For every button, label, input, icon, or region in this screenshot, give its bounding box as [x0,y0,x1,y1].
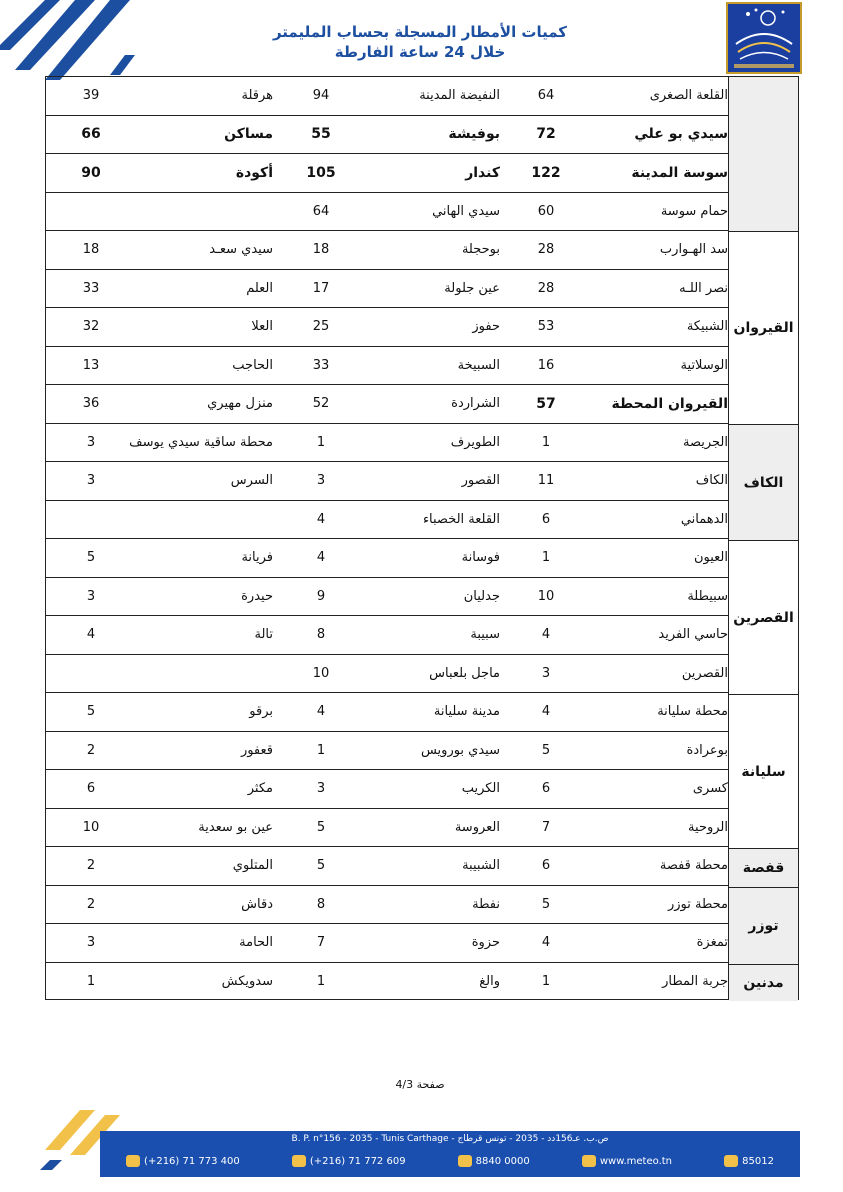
station-name: بوفيشة [448,126,500,143]
rainfall-value [56,655,126,693]
rainfall-value: 3 [316,781,326,797]
station-name: سيدي الهاني [432,203,500,219]
rainfall-value [56,501,126,539]
governorate-band [729,965,798,1001]
station-name: العلا [251,319,273,335]
rainfall-value: 18 [82,242,100,258]
rainfall-value: 55 [311,126,331,143]
page-number: صفحة 4/3 [395,1078,445,1091]
station-name: الحاجب [232,357,273,373]
rainfall-value: 25 [312,319,330,335]
rainfall-value: 32 [82,319,100,335]
hotline-icon [458,1155,472,1167]
station-name: جدليان [463,588,500,604]
rainfall-value [56,193,126,231]
rainfall-value: 4 [541,627,551,643]
station-name: القصور [461,473,500,489]
rainfall-value: 8 [316,896,326,912]
rainfall-value: 4 [541,704,551,720]
rainfall-value: 5 [541,742,551,758]
rainfall-value: 105 [306,164,336,181]
rainfall-value: 4 [86,627,96,643]
station-name: القصرين [681,665,728,681]
station-name: سبيبة [470,627,500,643]
table-row [46,655,728,694]
governorate-column [728,77,798,999]
footer-hotline: 8840 0000 [458,1155,530,1167]
rainfall-value: 1 [541,550,551,566]
station-name: منزل مهيري [207,396,273,412]
station-name: قعفور [240,742,273,758]
rainfall-value: 64 [312,203,330,219]
station-name: هرقلة [241,88,273,104]
station-name: تمغزة [696,935,728,951]
station-name: محطة توزر [667,896,728,912]
governorate-band [729,425,798,541]
table-row [46,424,728,463]
table-row [46,77,728,116]
rainfall-value: 3 [316,473,326,489]
rainfall-value: 53 [537,319,555,335]
rainfall-value: 1 [86,974,96,990]
station-name: فريانة [241,550,273,566]
rainfall-value: 72 [536,126,556,143]
station-name: الشبيبة [462,858,500,874]
station-name: حفوز [472,319,500,335]
phone-icon [126,1155,140,1167]
station-name: السبيخة [457,357,500,373]
footer-bar [100,1131,800,1177]
rainfall-value: 28 [537,280,555,296]
station-name: برقو [249,704,273,720]
station-name: سوسة المدينة [631,164,728,181]
title-line-1: كميات الأمطار المسجلة بحساب المليمتر [272,23,568,41]
station-name: سد الهـوارب [659,242,728,258]
station-name: الكريب [461,781,500,797]
station-name: ماجل بلعباس [429,665,500,681]
governorate-label: القيروان [733,320,794,336]
rainfall-value: 52 [312,396,330,412]
rainfall-value: 28 [537,242,555,258]
station-name: الدهماني [680,511,728,527]
rainfall-value: 2 [86,742,96,758]
governorate-label: سليانة [741,763,786,780]
rainfall-value: 94 [312,88,330,104]
rainfall-value: 33 [312,357,330,373]
table-row [46,847,728,886]
rainfall-value: 6 [86,781,96,797]
governorate-band [729,888,798,965]
station-name: عين جلولة [444,280,500,296]
footer-sms: 85012 [724,1155,774,1167]
station-name: حزوة [471,935,500,951]
rainfall-value: 3 [86,935,96,951]
station-name: والغ [479,974,500,990]
station-name: حاسي الفريد [658,627,728,643]
rainfall-value: 16 [537,357,555,373]
station-name: المتلوي [232,858,273,874]
station-name [133,501,273,539]
rainfall-value: 6 [541,781,551,797]
rainfall-value: 17 [312,280,330,296]
rainfall-value: 122 [531,164,561,181]
rainfall-value: 10 [82,819,100,835]
rainfall-value: 2 [86,896,96,912]
table-row [46,347,728,386]
governorate-label: مدنين [743,975,784,991]
station-name: الجريصة [683,434,728,450]
rainfall-value: 7 [541,819,551,835]
rainfall-value: 6 [541,858,551,874]
table-row [46,501,728,540]
station-name: الشبيكة [686,319,728,335]
station-name: سيدي بورويس [420,742,500,758]
governorate-band [729,232,798,425]
rainfall-value: 10 [312,665,330,681]
station-name: الحامة [239,935,273,951]
rainfall-value: 4 [541,935,551,951]
table-row [46,539,728,578]
governorate-label: قفصة [742,860,785,876]
station-name: الوسلاتية [680,357,728,373]
rainfall-value: 5 [541,896,551,912]
table-row [46,886,728,925]
station-name: سيدي سعـد [209,242,273,258]
governorate-label: الكاف [743,474,784,491]
table-row [46,116,728,155]
station-name: العروسة [454,819,500,835]
station-name: بوعرادة [686,742,728,758]
rainfall-value: 64 [537,88,555,104]
governorate-label: القصرين [733,609,794,626]
station-name: أكودة [235,164,273,181]
table-row [46,270,728,309]
rainfall-value: 33 [82,280,100,296]
table-row [46,308,728,347]
table-row [46,770,728,809]
station-name: الكاف [695,473,728,489]
station-name: محطة قفصة [659,858,728,874]
governorate-label: توزر [748,918,779,934]
table-row [46,385,728,424]
rainfall-value: 5 [86,550,96,566]
station-name: سدويكش [221,974,273,990]
governorate-band [729,695,798,849]
station-name: سبيطلة [687,588,728,604]
table-row [46,154,728,193]
rainfall-value: 10 [537,588,555,604]
rainfall-value: 36 [82,396,100,412]
logo-emblem-icon [728,4,800,72]
table-row [46,578,728,617]
station-name: الروحية [688,819,728,835]
rainfall-value: 4 [316,511,326,527]
station-name: الشراردة [451,396,500,412]
table-row [46,462,728,501]
rainfall-table [45,76,799,1000]
station-name: عين بو سعدية [198,819,273,835]
governorate-band [729,849,798,888]
station-name: محطة ساقية سيدي يوسف [129,434,273,450]
rainfall-value: 1 [541,974,551,990]
rainfall-value: 3 [541,665,551,681]
station-name: مساكن [224,126,273,143]
station-name: نصر اللـه [679,280,728,296]
footer-address: B. P. n°156 - 2035 - Tunis Carthage - ص.ب. عـ156دد - 2035 - تونس قرطاج [291,1134,609,1144]
station-name: السرس [230,473,273,489]
rainfall-value: 4 [316,704,326,720]
rainfall-value: 18 [312,242,330,258]
footer-phone: (+216) 71 773 400 [126,1155,240,1167]
governorate-band [729,541,798,695]
globe-icon [582,1155,596,1167]
footer-fax: (+216) 71 772 609 [292,1155,406,1167]
station-name: حيدرة [241,588,273,604]
rainfall-value: 4 [316,550,326,566]
footer-website[interactable]: www.meteo.tn [582,1155,672,1167]
table-row [46,732,728,771]
station-name: سيدي بو علي [634,126,728,143]
rainfall-value: 1 [541,434,551,450]
table-row [46,693,728,732]
sms-icon [724,1155,738,1167]
rainfall-value: 3 [86,434,96,450]
document-title [250,22,590,62]
station-name: النفيضة المدينة [419,88,500,104]
rainfall-value: 3 [86,473,96,489]
rainfall-value: 6 [541,511,551,527]
station-name: دقاش [241,896,273,912]
rainfall-value: 13 [82,357,100,373]
rainfall-value: 5 [86,704,96,720]
rainfall-value: 11 [537,473,555,489]
table-rows [46,77,728,999]
rainfall-value: 66 [81,126,101,143]
station-name: العيون [693,550,728,566]
institute-logo [726,2,802,74]
rainfall-value: 3 [86,588,96,604]
table-row [46,809,728,848]
rainfall-value: 7 [316,935,326,951]
station-name: محطة سليانة [657,704,728,720]
rainfall-value: 1 [316,974,326,990]
station-name: بوحجلة [461,242,500,258]
station-name: القلعة الصغرى [649,88,728,104]
rainfall-value: 90 [81,164,101,181]
station-name [133,655,273,693]
station-name: مدينة سليانة [433,704,500,720]
table-row [46,231,728,270]
rainfall-value: 2 [86,858,96,874]
station-name: حمام سوسة [660,203,728,219]
rainfall-value: 39 [82,88,100,104]
rainfall-value: 1 [316,742,326,758]
governorate-band [729,77,798,232]
rainfall-value: 57 [536,395,556,412]
station-name: مكثر [247,781,273,797]
rainfall-value: 60 [537,203,555,219]
station-name: القلعة الخصباء [422,511,500,527]
station-name: العلم [246,280,273,296]
rainfall-value: 8 [316,627,326,643]
station-name: الطويرف [450,434,500,450]
station-name: تالة [254,627,273,643]
station-name [133,193,273,231]
rainfall-value: 1 [316,434,326,450]
table-row [46,924,728,963]
rainfall-value: 9 [316,588,326,604]
table-row [46,193,728,232]
station-name: كسرى [692,781,728,797]
table-row [46,963,728,1002]
fax-icon [292,1155,306,1167]
station-name: فوسانة [461,550,500,566]
station-name: القيروان المحطة [611,395,728,412]
station-name: جربة المطار [662,974,728,990]
title-line-2: خلال 24 ساعة الفارطة [334,43,506,61]
rainfall-value: 5 [316,819,326,835]
rainfall-value: 5 [316,858,326,874]
station-name: نفطة [472,896,500,912]
table-row [46,616,728,655]
station-name: كندار [465,164,500,181]
